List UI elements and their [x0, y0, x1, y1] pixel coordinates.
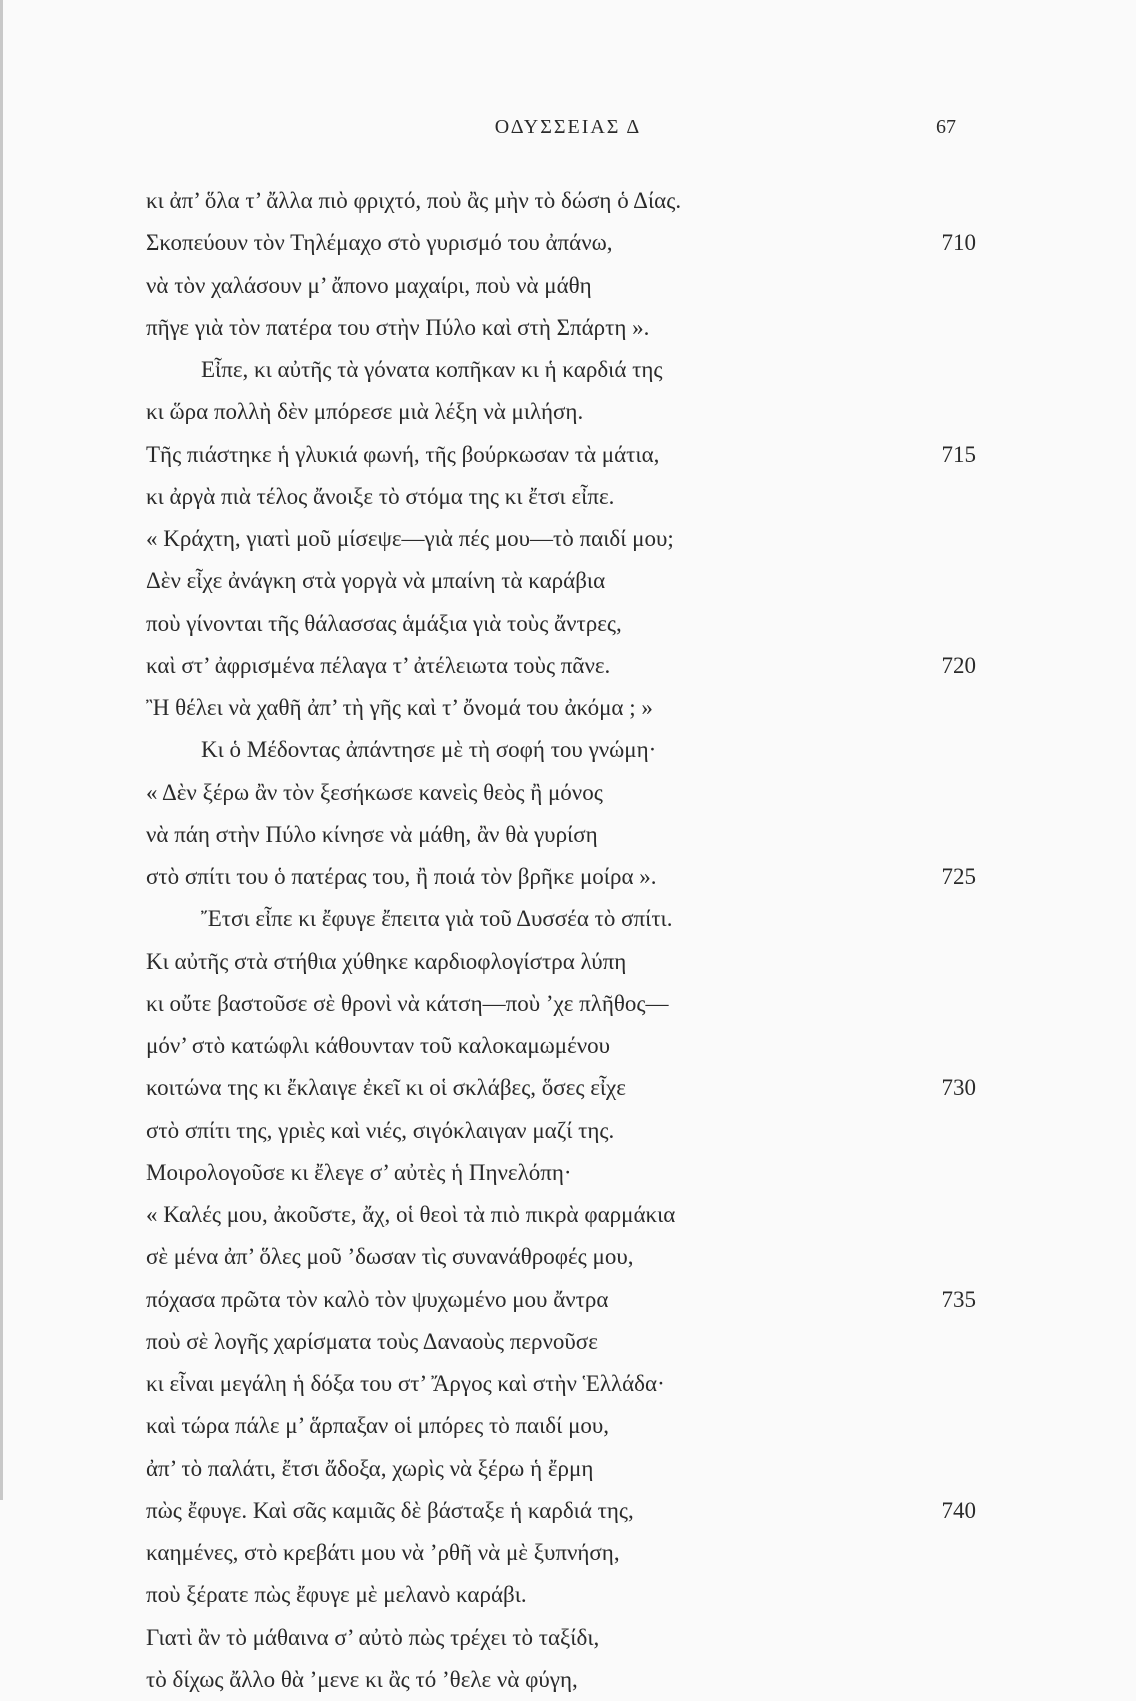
- verse-text: καὶ τώρα πάλε μ’ ἅρπαξαν οἱ μπόρες τὸ παιδί μου,: [146, 1413, 610, 1439]
- verse-text: καὶ στ’ ἀφρισμένα πέλαγα τ’ ἀτέλειωτα τοὺς πᾶνε.: [146, 652, 611, 678]
- verse-line: [0, 307, 1136, 349]
- verse-text: μόν’ στὸ κατώφλι κάθουνταν τοῦ καλοκαμωμένου: [146, 1033, 611, 1058]
- verse-line: [0, 560, 1136, 602]
- verse-line: [0, 391, 1136, 433]
- verse-line: [0, 434, 1136, 476]
- verse-text: τὸ δίχως ἄλλο θὰ ’μενε κι ἂς τό ’θελε νὰ φύγη,: [146, 1666, 578, 1692]
- verse-number: 735: [941, 1286, 976, 1312]
- verse-block: [0, 180, 1136, 1701]
- verse-text: ποὺ ξέρατε πὼς ἔφυγε μὲ μελανὸ καράβι.: [146, 1582, 527, 1608]
- verse-line: [0, 1448, 1136, 1490]
- verse-line: [0, 1405, 1136, 1447]
- verse-text: ἀπ’ τὸ παλάτι, ἔτσι ἄδοξα, χωρὶς νὰ ξέρω ἡ ἔρμη: [146, 1455, 594, 1481]
- verse-text: πῆγε γιὰ τὸν πατέρα του στὴν Πύλο καὶ στὴ Σπάρτη ».: [146, 314, 650, 340]
- verse-line: [0, 814, 1136, 856]
- verse-text: ποὺ σὲ λογῆς χαρίσματα τοὺς Δαναοὺς περνοῦσε: [146, 1328, 598, 1354]
- verse-line: [0, 222, 1136, 264]
- page-number: 67: [936, 116, 956, 138]
- verse-number: 725: [941, 864, 976, 889]
- verse-line: [0, 1067, 1136, 1109]
- verse-line: [0, 1659, 1136, 1701]
- verse-number: 710: [941, 230, 976, 256]
- verse-text: στὸ σπίτι του ὁ πατέρας του, ἢ ποιά τὸν βρῆκε μοίρα ».: [146, 864, 657, 889]
- running-title: ΟΔΥΣΣΕΙΑΣ Δ: [494, 116, 642, 138]
- verse-text: ποὺ γίνονται τῆς θάλασσας ἁμάξια γιὰ τοὺς ἄντρες,: [146, 610, 622, 636]
- verse-line: [0, 476, 1136, 518]
- verse-text: « Δὲν ξέρω ἂν τὸν ξεσήκωσε κανεὶς θεὸς ἢ μόνος: [146, 779, 603, 805]
- verse-text: πὼς ἔφυγε. Καὶ σᾶς καμιᾶς δὲ βάσταξε ἡ καρδιά της,: [146, 1497, 634, 1523]
- verse-line: [0, 1363, 1136, 1405]
- verse-number: 715: [941, 441, 976, 467]
- verse-line: [0, 729, 1136, 771]
- verse-line: [0, 518, 1136, 560]
- verse-text: Γιατὶ ἂν τὸ μάθαινα σ’ αὐτὸ πὼς τρέχει τὸ ταξίδι,: [146, 1624, 600, 1650]
- verse-text: κι ἀργὰ πιὰ τέλος ἄνοιξε τὸ στόμα της κι ἔτσι εἶπε.: [146, 483, 615, 509]
- verse-line: [0, 1574, 1136, 1616]
- verse-line: [0, 687, 1136, 729]
- verse-text: νὰ πάη στὴν Πύλο κίνησε νὰ μάθη, ἂν θὰ γυρίση: [146, 821, 598, 847]
- verse-line: [0, 941, 1136, 983]
- verse-text: κι εἶναι μεγάλη ἡ δόξα του στ’ Ἄργος καὶ στὴν Ἑλλάδα·: [146, 1371, 665, 1396]
- verse-text: Κι ὁ Μέδοντας ἀπάντησε μὲ τὴ σοφή του γνώμη·: [201, 737, 657, 763]
- verse-line: [0, 265, 1136, 307]
- verse-text: καημένες, στὸ κρεβάτι μου νὰ ’ρθῆ νὰ μὲ ξυπνήση,: [146, 1540, 620, 1565]
- running-head: [0, 112, 1136, 142]
- verse-text: Ἔτσι εἶπε κι ἔφυγε ἔπειτα γιὰ τοῦ Δυσσέα τὸ σπίτι.: [201, 906, 673, 932]
- verse-line: [0, 1279, 1136, 1321]
- verse-line: [0, 1532, 1136, 1574]
- verse-line: [0, 1321, 1136, 1363]
- verse-text: Δὲν εἶχε ἀνάγκη στὰ γοργὰ νὰ μπαίνη τὰ καράβια: [146, 568, 606, 594]
- verse-number: 720: [941, 652, 976, 678]
- verse-line: [0, 645, 1136, 687]
- verse-text: κοιτώνα της κι ἔκλαιγε ἐκεῖ κι οἱ σκλάβες, ὅσες εἶχε: [146, 1075, 626, 1101]
- verse-text: Εἶπε, κι αὐτῆς τὰ γόνατα κοπῆκαν κι ἡ καρδιά της: [201, 357, 663, 382]
- verse-line: [0, 856, 1136, 898]
- verse-line: [0, 1025, 1136, 1067]
- verse-text: « Κράχτη, γιατὶ μοῦ μίσεψε—γιὰ πές μου—τὸ παιδί μου;: [146, 526, 674, 551]
- verse-text: Τῆς πιάστηκε ἡ γλυκιά φωνή, τῆς βούρκωσαν τὰ μάτια,: [146, 441, 660, 467]
- verse-text: κι ἀπ’ ὅλα τ’ ἄλλα πιὸ φριχτό, ποὺ ἂς μὴν τὸ δώση ὁ Δίας.: [146, 188, 682, 213]
- verse-text: Σκοπεύουν τὸν Τηλέμαχο στὸ γυρισμό του ἀπάνω,: [146, 230, 613, 256]
- verse-line: [0, 1110, 1136, 1152]
- verse-line: [0, 1617, 1136, 1659]
- verse-text: στὸ σπίτι της, γριὲς καὶ νιές, σιγόκλαιγαν μαζί της.: [146, 1117, 615, 1143]
- verse-number: 740: [941, 1497, 976, 1523]
- verse-text: νὰ τὸν χαλάσουν μ’ ἄπονο μαχαίρι, ποὺ νὰ μάθη: [146, 272, 592, 298]
- verse-line: [0, 772, 1136, 814]
- verse-text: κι οὔτε βαστοῦσε σὲ θρονὶ νὰ κάτση—ποὺ ’χε πλῆθος—: [146, 990, 669, 1016]
- verse-line: [0, 1236, 1136, 1278]
- verse-line: [0, 180, 1136, 222]
- verse-text: πόχασα πρῶτα τὸν καλὸ τὸν ψυχωμένο μου ἄντρα: [146, 1286, 609, 1312]
- verse-line: [0, 1194, 1136, 1236]
- verse-line: [0, 1490, 1136, 1532]
- verse-line: [0, 603, 1136, 645]
- verse-line: [0, 983, 1136, 1025]
- verse-line: [0, 898, 1136, 940]
- verse-line: [0, 1152, 1136, 1194]
- verse-text: Μοιρολογοῦσε κι ἔλεγε σ’ αὐτὲς ἡ Πηνελόπη·: [146, 1159, 572, 1185]
- verse-text: σὲ μένα ἀπ’ ὅλες μοῦ ’δωσαν τὶς συνανάθροφές μου,: [146, 1244, 634, 1270]
- verse-number: 730: [941, 1075, 976, 1101]
- verse-line: [0, 349, 1136, 391]
- verse-text: κι ὥρα πολλὴ δὲν μπόρεσε μιὰ λέξη νὰ μιλήση.: [146, 399, 584, 425]
- verse-text: « Καλές μου, ἀκοῦστε, ἄχ, οἱ θεοὶ τὰ πιὸ πικρὰ φαρμάκια: [146, 1202, 676, 1227]
- verse-text: Κι αὐτῆς στὰ στήθια χύθηκε καρδιοφλογίστρα λύπη: [146, 948, 627, 974]
- verse-text: Ἢ θέλει νὰ χαθῆ ἀπ’ τὴ γῆς καὶ τ’ ὄνομά του ἀκόμα ; »: [146, 695, 653, 720]
